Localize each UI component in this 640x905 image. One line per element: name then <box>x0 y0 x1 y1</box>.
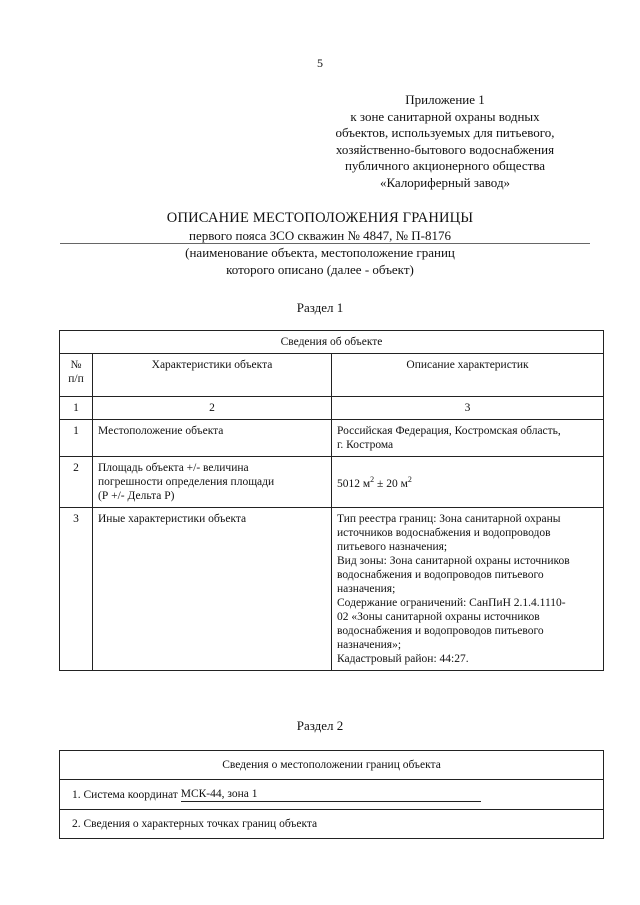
object-info-table <box>59 330 604 671</box>
row-description <box>332 508 604 671</box>
row-description-line: водоснабжения и водопроводов питьевого <box>337 625 544 637</box>
row-description-line: водоснабжения и водопроводов питьевого <box>337 569 544 581</box>
document-title <box>0 210 640 278</box>
appendix-line: Приложение 1 <box>405 92 485 107</box>
row-number: 1 <box>60 420 93 457</box>
appendix-line: хозяйственно-бытового водоснабжения <box>335 141 555 157</box>
row-characteristic-line: (Р +/- Дельта Р) <box>98 490 175 502</box>
row-description-line: г. Кострома <box>337 439 394 451</box>
appendix-line: к зоне санитарной охраны водных <box>350 108 540 124</box>
column-number-2: 2 <box>93 397 332 420</box>
row-description-line: питьевого назначения; <box>337 541 448 553</box>
row-description-line: Содержание ограничений: СанПиН 2.1.4.1110- <box>337 597 566 609</box>
area-value: 5012 $м^2 \pm 20$ $м^2$ <box>332 457 604 508</box>
title-object: первого пояса ЗСО скважин № 4847, № П-8176 <box>189 228 451 243</box>
row-description-line: источников водоснабжения и водопроводов <box>337 527 551 539</box>
table-row <box>60 508 604 671</box>
object-info-table-title: Сведения об объекте <box>60 331 604 354</box>
row-characteristic: Иные характеристики объекта <box>93 508 332 671</box>
column-header-description: Описание характеристик <box>332 354 604 397</box>
column-number-3: 3 <box>332 397 604 420</box>
row-description-line: Кадастровый район: 44:27. <box>337 653 469 665</box>
coordinate-system-row: 1. Система координат МСК-44, зона 1 <box>60 780 604 810</box>
title-note-1: (наименование объекта, местоположение границ <box>185 245 455 260</box>
row-characteristic: Местоположение объекта <box>93 420 332 457</box>
coordinate-system-value: МСК-44, зона 1 <box>181 787 481 802</box>
row-description <box>332 420 604 457</box>
table-row <box>60 457 604 508</box>
row-description-line: Тип реестра границ: Зона санитарной охраны <box>337 513 561 525</box>
row-description-line: Российская Федерация, Костромская область, <box>337 425 561 437</box>
row-characteristic-line: Площадь объекта +/- величина <box>98 462 249 474</box>
row-description-line: 02 «Зоны санитарной охраны источников <box>337 611 540 623</box>
column-header-number: № п/п <box>60 354 93 397</box>
table-row <box>60 420 604 457</box>
boundary-points-row: 2. Сведения о характерных точках границ объекта <box>60 810 604 839</box>
title-underline <box>60 243 590 244</box>
row-description-line: Вид зоны: Зона санитарной охраны источников <box>337 555 570 567</box>
appendix-block <box>300 92 590 191</box>
column-header-characteristic: Характеристики объекта <box>93 354 332 397</box>
section-2-heading: Раздел 2 <box>296 718 344 733</box>
title-note-2: которого описано (далее - объект) <box>226 262 414 277</box>
row-number: 2 <box>60 457 93 508</box>
title-main: ОПИСАНИЕ МЕСТОПОЛОЖЕНИЯ ГРАНИЦЫ <box>166 210 474 226</box>
row-description-line: назначения»; <box>337 639 402 651</box>
boundary-info-table-title: Сведения о местоположении границ объекта <box>60 751 604 780</box>
boundary-info-table <box>59 750 604 839</box>
section-1-heading: Раздел 1 <box>296 300 344 315</box>
row-number: 3 <box>60 508 93 671</box>
appendix-line: «Калориферный завод» <box>379 174 511 190</box>
row-characteristic <box>93 457 332 508</box>
row-description-line: назначения; <box>337 583 396 595</box>
column-number-1: 1 <box>60 397 93 420</box>
row-characteristic-line: погрешности определения площади <box>98 476 275 488</box>
appendix-line: объектов, используемых для питьевого, <box>335 125 555 140</box>
appendix-line: публичного акционерного общества <box>344 158 546 173</box>
page-number: 5 <box>317 56 323 70</box>
